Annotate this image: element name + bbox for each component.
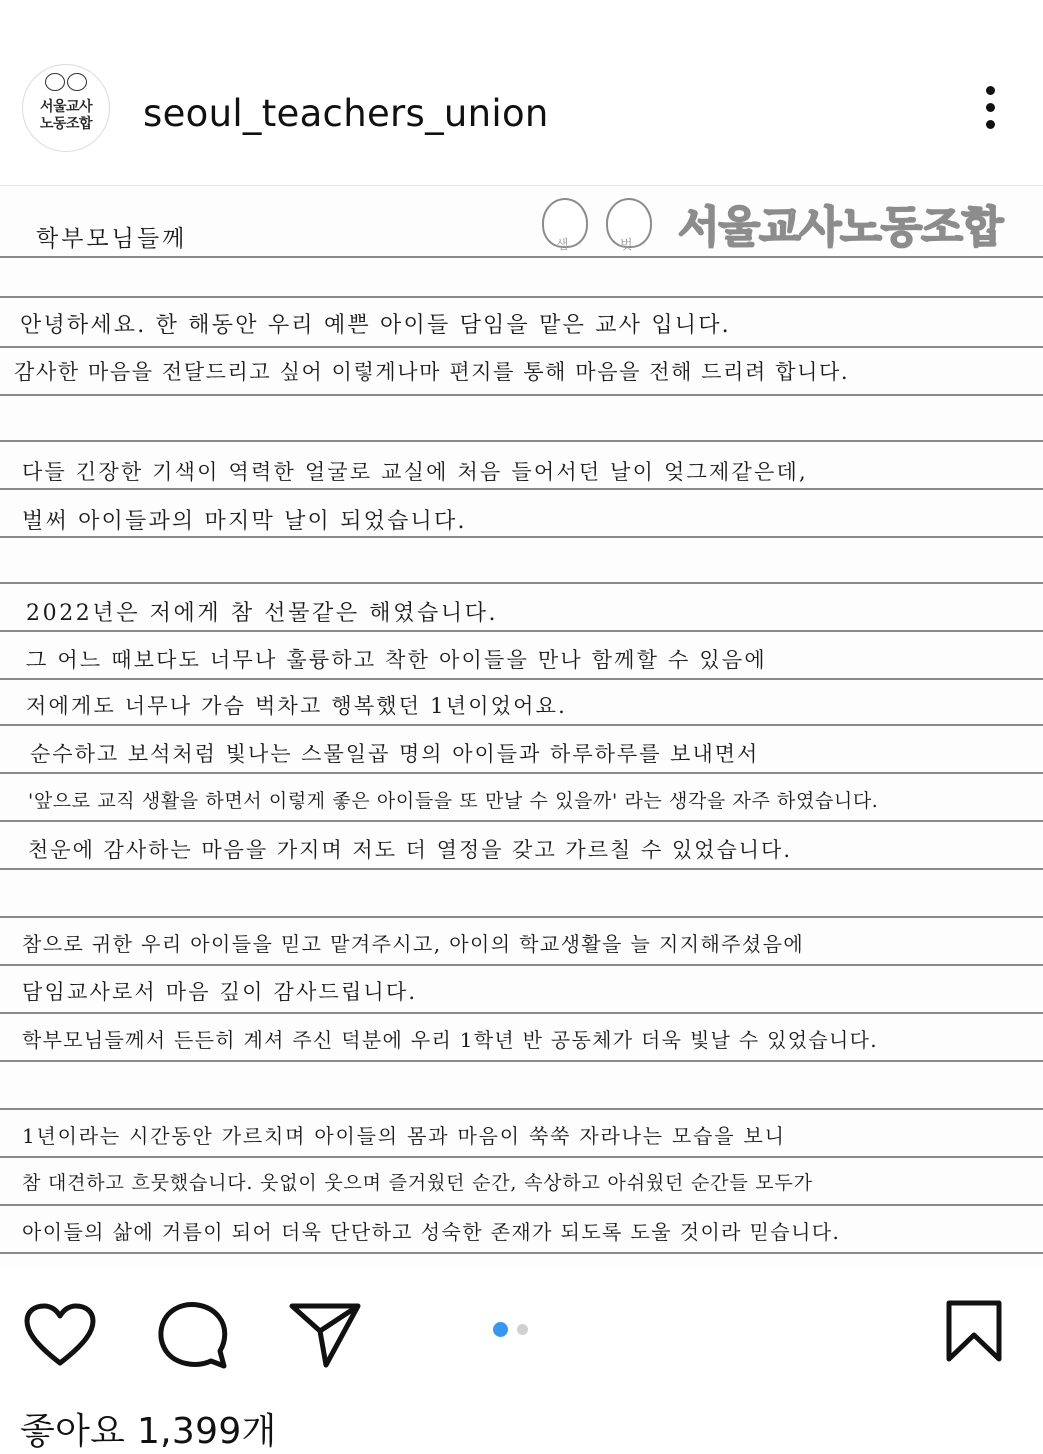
comment-icon[interactable] — [156, 1299, 230, 1371]
avatar-child-drawing-left — [45, 73, 65, 91]
more-dot — [986, 120, 995, 129]
ruled-line — [0, 1156, 1043, 1158]
carousel-dot-active — [493, 1322, 508, 1337]
profile-avatar[interactable] — [22, 64, 110, 152]
letter-greeting: 학부모님들께 — [36, 226, 188, 252]
bookmark-icon[interactable] — [944, 1299, 1004, 1363]
letter-line: 참 대견하고 흐뭇했습니다. 웃없이 웃으며 즐거웠던 순간, 속상하고 아쉬웠던 순간들 모두가 — [22, 1172, 813, 1194]
like-count[interactable]: 좋아요 1,399개 — [20, 1411, 277, 1452]
ruled-line — [0, 1204, 1043, 1206]
letter-line: 아이들의 삶에 거름이 되어 더욱 단단하고 성숙한 존재가 되도록 도울 것이라 믿습니다. — [22, 1220, 841, 1244]
post-header — [0, 0, 1043, 185]
ruled-line — [0, 820, 1043, 822]
letter-line: 담임교사로서 마음 깊이 감사드립니다. — [22, 980, 418, 1004]
ruled-line — [0, 582, 1043, 584]
ruled-line — [0, 1252, 1043, 1254]
avatar-child-drawing-right — [67, 73, 87, 91]
letter-line: 감사한 마음을 전달드리고 싶어 이렇게나마 편지를 통해 마음을 전해 드리려 합니다. — [14, 360, 850, 384]
ruled-line — [0, 440, 1043, 442]
heart-icon[interactable] — [24, 1303, 96, 1367]
ruled-line — [0, 296, 1043, 298]
ruled-line — [0, 678, 1043, 680]
letter-line: 천운에 감사하는 마음을 가지며 저도 더 열정을 갖고 가르칠 수 있었습니다. — [28, 838, 793, 862]
send-icon[interactable] — [288, 1301, 362, 1369]
ruled-line — [0, 868, 1043, 870]
letter-line: 다들 긴장한 기색이 역력한 얼굴로 교실에 처음 들어서던 날이 엊그제같은데, — [22, 460, 808, 484]
watermark-label: 벗 — [620, 238, 633, 253]
letter-line: 벌써 아이들과의 마지막 날이 되었습니다. — [22, 509, 467, 534]
ruled-line — [0, 916, 1043, 918]
ruled-line — [0, 964, 1043, 966]
letter-line: 저에게도 너무나 가슴 벅차고 행복했던 1년이었어요. — [26, 694, 568, 718]
letter-line: 그 어느 때보다도 너무나 훌륭하고 착한 아이들을 만나 함께할 수 있음에 — [26, 648, 767, 672]
watermark-label: 샘 — [556, 238, 569, 253]
letter-line: 2022년은 저에게 참 선물같은 해였습니다. — [26, 601, 499, 626]
ruled-line — [0, 536, 1043, 538]
ruled-line — [0, 630, 1043, 632]
ruled-line — [0, 394, 1043, 396]
letter-line: 학부모님들께서 든든히 계셔 주신 덕분에 우리 1학년 반 공동체가 더욱 빛날 수 있었습니다. — [22, 1028, 878, 1052]
more-dot — [986, 86, 995, 95]
letter-line: 1년이라는 시간동안 가르치며 아이들의 몸과 마음이 쑥쑥 자라나는 모습을 보니 — [22, 1124, 786, 1148]
ruled-line — [0, 724, 1043, 726]
avatar-logo-line2: 노동조합 — [39, 116, 93, 132]
ruled-line — [0, 346, 1043, 348]
watermark-text: 서울교사노동조합 — [678, 203, 1003, 253]
ruled-line — [0, 488, 1043, 490]
avatar-logo-line1: 서울교사 — [39, 99, 93, 115]
letter-line: 참으로 귀한 우리 아이들을 믿고 맡겨주시고, 아이의 학교생활을 늘 지지해주셨음에 — [22, 932, 805, 956]
more-options-button[interactable] — [972, 80, 1012, 136]
letter-line: 안녕하세요. 한 해동안 우리 예쁜 아이들 담임을 맡은 교사 입니다. — [20, 313, 731, 338]
ruled-line — [0, 1060, 1043, 1062]
ruled-line — [0, 1108, 1043, 1110]
union-watermark — [520, 186, 1043, 266]
more-dot — [986, 103, 995, 112]
username[interactable]: seoul_teachers_union — [143, 92, 549, 135]
ruled-line — [0, 772, 1043, 774]
letter-line: '앞으로 교직 생활을 하면서 이렇게 좋은 아이들을 또 만날 수 있을까' 라는 생각을 자주 하였습니다. — [28, 790, 879, 812]
ruled-line — [0, 256, 1043, 258]
ruled-line — [0, 1012, 1043, 1014]
post-image-letter[interactable] — [0, 185, 1043, 1266]
letter-line: 순수하고 보석처럼 빛나는 스물일곱 명의 아이들과 하루하루를 보내면서 — [30, 742, 760, 766]
carousel-dot — [517, 1324, 528, 1335]
